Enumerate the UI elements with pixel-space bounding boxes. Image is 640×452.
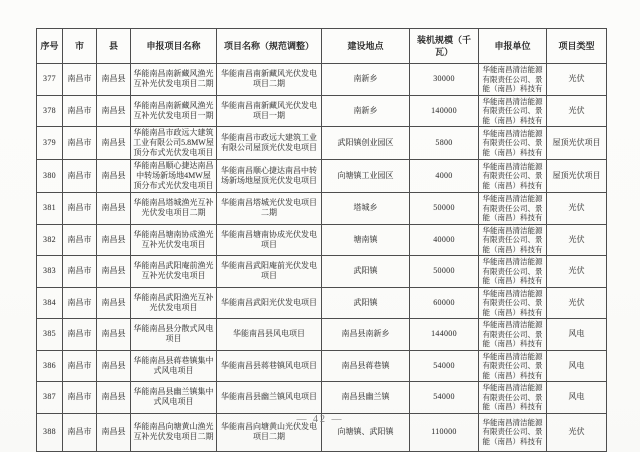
cell-applicant: 华能南昌清洁能源有限责任公司、景能（南昌）科技有 — [479, 64, 547, 96]
cell-no: 388 — [37, 413, 63, 451]
cell-adjusted-name: 华能南昌县幽兰镇风电项目 — [217, 382, 322, 414]
cell-city: 南昌市 — [63, 193, 97, 225]
cell-declared-name: 华能南昌塘南协成渔光互补光伏发电项目 — [131, 224, 217, 256]
cell-no: 385 — [37, 319, 63, 351]
cell-type: 屋顶光伏项目 — [547, 127, 607, 160]
cell-adjusted-name: 华能南昌县蒋巷镇风电项目 — [217, 350, 322, 382]
cell-location: 南新乡 — [322, 64, 410, 96]
table-row — [37, 287, 607, 319]
cell-location: 南昌县南新乡 — [322, 319, 410, 351]
cell-city: 南昌市 — [63, 319, 97, 351]
cell-capacity-kw: 54000 — [410, 382, 479, 414]
cell-city: 南昌市 — [63, 95, 97, 127]
cell-type: 光伏 — [547, 64, 607, 96]
cell-applicant: 华能南昌清洁能源有限责任公司、景能（南昌）科技有 — [479, 256, 547, 288]
cell-city: 南昌市 — [63, 413, 97, 451]
cell-applicant: 华能南昌清洁能源有限责任公司、景能（南昌）科技有 — [479, 95, 547, 127]
column-header-city: 市 — [63, 29, 97, 64]
project-list-table — [36, 28, 607, 452]
cell-no: 384 — [37, 287, 63, 319]
cell-county: 南昌县 — [97, 224, 131, 256]
cell-declared-name: 华能南昌县幽兰镇集中式风电项目 — [131, 382, 217, 414]
cell-adjusted-name: 华能南昌向塘黄山光伏发电项目二期 — [217, 413, 322, 451]
cell-type: 风电 — [547, 319, 607, 351]
cell-no: 382 — [37, 224, 63, 256]
cell-capacity-kw: 60000 — [410, 287, 479, 319]
cell-no: 387 — [37, 382, 63, 414]
cell-declared-name: 华能南昌县蒋巷镇集中式风电项目 — [131, 350, 217, 382]
cell-capacity-kw: 140000 — [410, 95, 479, 127]
cell-location: 武阳镇创业园区 — [322, 127, 410, 160]
cell-applicant: 华能南昌清洁能源有限责任公司、景能（南昌）科技有 — [479, 127, 547, 160]
cell-declared-name: 华能南昌顺心捷达南昌中转场新场地4MW屋顶分布式光伏发电项目 — [131, 160, 217, 193]
cell-capacity-kw: 144000 — [410, 319, 479, 351]
cell-no: 378 — [37, 95, 63, 127]
cell-applicant: 华能南昌清洁能源有限责任公司、景能（南昌）科技有 — [479, 319, 547, 351]
cell-type: 风电 — [547, 350, 607, 382]
column-header-declared-name: 申报项目名称 — [131, 29, 217, 64]
cell-adjusted-name: 华能南昌武阳庵前光伏发电项目 — [217, 256, 322, 288]
cell-adjusted-name: 华能南昌塘南协成光伏发电项目 — [217, 224, 322, 256]
cell-declared-name: 华能南昌南新藏风渔光互补光伏发电项目一期 — [131, 95, 217, 127]
cell-type: 光伏 — [547, 413, 607, 451]
cell-location: 武阳镇 — [322, 256, 410, 288]
cell-applicant: 华能南昌清洁能源有限责任公司、景能（南昌）科技有 — [479, 224, 547, 256]
table-row — [37, 193, 607, 225]
cell-county: 南昌县 — [97, 382, 131, 414]
table-row — [37, 350, 607, 382]
cell-applicant: 华能南昌清洁能源有限责任公司、景能（南昌）科技有 — [479, 193, 547, 225]
cell-location: 南昌县幽兰镇 — [322, 382, 410, 414]
cell-applicant: 华能南昌清洁能源有限责任公司、景能（南昌）科技有 — [479, 287, 547, 319]
table-row — [37, 319, 607, 351]
cell-no: 386 — [37, 350, 63, 382]
cell-city: 南昌市 — [63, 350, 97, 382]
table-row — [37, 224, 607, 256]
cell-type: 光伏 — [547, 224, 607, 256]
cell-applicant: 华能南昌清洁能源有限责任公司、景能（南昌）科技有 — [479, 382, 547, 414]
cell-type: 光伏 — [547, 256, 607, 288]
cell-capacity-kw: 4000 — [410, 160, 479, 193]
table-row — [37, 127, 607, 160]
cell-type: 风电 — [547, 382, 607, 414]
cell-applicant: 华能南昌清洁能源有限责任公司、景能（南昌）科技有 — [479, 350, 547, 382]
cell-capacity-kw: 54000 — [410, 350, 479, 382]
cell-adjusted-name: 华能南昌南新藏风光伏发电项目二期 — [217, 64, 322, 96]
cell-city: 南昌市 — [63, 382, 97, 414]
cell-location: 向塘镇、武阳镇 — [322, 413, 410, 451]
cell-adjusted-name: 华能南昌顺心捷达南昌中转场新场地屋顶光伏发电项目 — [217, 160, 322, 193]
cell-county: 南昌县 — [97, 127, 131, 160]
cell-city: 南昌市 — [63, 256, 97, 288]
table-body — [37, 64, 607, 452]
cell-no: 379 — [37, 127, 63, 160]
cell-type: 光伏 — [547, 95, 607, 127]
cell-declared-name: 华能南昌武阳庵前渔光互补光伏发电项目 — [131, 256, 217, 288]
cell-city: 南昌市 — [63, 64, 97, 96]
column-header-location: 建设地点 — [322, 29, 410, 64]
column-header-applicant: 申报单位 — [479, 29, 547, 64]
cell-applicant: 华能南昌清洁能源有限责任公司、景能（南昌）科技有 — [479, 413, 547, 451]
cell-capacity-kw: 50000 — [410, 256, 479, 288]
table-header — [37, 29, 607, 64]
cell-no: 380 — [37, 160, 63, 193]
page-number: — 42 — — [296, 414, 344, 425]
column-header-adjusted-name: 项目名称（规范调整） — [217, 29, 322, 64]
column-header-no: 序号 — [37, 29, 63, 64]
cell-no: 383 — [37, 256, 63, 288]
cell-county: 南昌县 — [97, 95, 131, 127]
table-row — [37, 160, 607, 193]
cell-capacity-kw: 50000 — [410, 193, 479, 225]
cell-adjusted-name: 华能南昌塔城光伏发电项目二期 — [217, 193, 322, 225]
cell-capacity-kw: 40000 — [410, 224, 479, 256]
cell-declared-name: 华能南昌南新藏风渔光互补光伏发电项目二期 — [131, 64, 217, 96]
cell-capacity-kw: 5800 — [410, 127, 479, 160]
cell-type: 光伏 — [547, 193, 607, 225]
cell-location: 塔城乡 — [322, 193, 410, 225]
cell-type: 光伏 — [547, 287, 607, 319]
cell-location: 塘南镇 — [322, 224, 410, 256]
cell-county: 南昌县 — [97, 160, 131, 193]
table-row — [37, 95, 607, 127]
cell-adjusted-name: 华能南昌武阳光伏发电项目 — [217, 287, 322, 319]
cell-capacity-kw: 30000 — [410, 64, 479, 96]
cell-county: 南昌县 — [97, 193, 131, 225]
cell-county: 南昌县 — [97, 64, 131, 96]
cell-location: 武阳镇 — [322, 287, 410, 319]
cell-declared-name: 华能南昌塔城渔光互补光伏发电项目二期 — [131, 193, 217, 225]
cell-adjusted-name: 华能南昌县风电项目 — [217, 319, 322, 351]
cell-location: 南新乡 — [322, 95, 410, 127]
table-row — [37, 256, 607, 288]
column-header-capacity: 装机规模（千瓦） — [410, 29, 479, 64]
cell-city: 南昌市 — [63, 224, 97, 256]
cell-location: 南昌县蒋巷镇 — [322, 350, 410, 382]
cell-location: 向塘镇工业园区 — [322, 160, 410, 193]
cell-adjusted-name: 华能南昌南新藏风光伏发电项目一期 — [217, 95, 322, 127]
cell-declared-name: 华能南昌向塘黄山渔光互补光伏发电项目二期 — [131, 413, 217, 451]
cell-capacity-kw: 110000 — [410, 413, 479, 451]
cell-county: 南昌县 — [97, 413, 131, 451]
header-row — [37, 29, 607, 64]
cell-no: 377 — [37, 64, 63, 96]
cell-adjusted-name: 华能南昌市政远大建筑工业有限公司屋顶光伏发电项目 — [217, 127, 322, 160]
table-row — [37, 64, 607, 96]
cell-city: 南昌市 — [63, 160, 97, 193]
cell-no: 381 — [37, 193, 63, 225]
column-header-county: 县 — [97, 29, 131, 64]
cell-county: 南昌县 — [97, 350, 131, 382]
cell-declared-name: 华能南昌县分散式风电项目 — [131, 319, 217, 351]
cell-applicant: 华能南昌清洁能源有限责任公司、景能（南昌）科技有 — [479, 160, 547, 193]
table-row — [37, 382, 607, 414]
cell-declared-name: 华能南昌市政远大建筑工业有限公司5.8MW屋顶分布式光伏发电项目 — [131, 127, 217, 160]
cell-city: 南昌市 — [63, 127, 97, 160]
cell-county: 南昌县 — [97, 319, 131, 351]
cell-type: 屋顶光伏项目 — [547, 160, 607, 193]
column-header-type: 项目类型 — [547, 29, 607, 64]
cell-county: 南昌县 — [97, 287, 131, 319]
cell-county: 南昌县 — [97, 256, 131, 288]
cell-declared-name: 华能南昌武阳渔光互补光伏发电项目 — [131, 287, 217, 319]
cell-city: 南昌市 — [63, 287, 97, 319]
